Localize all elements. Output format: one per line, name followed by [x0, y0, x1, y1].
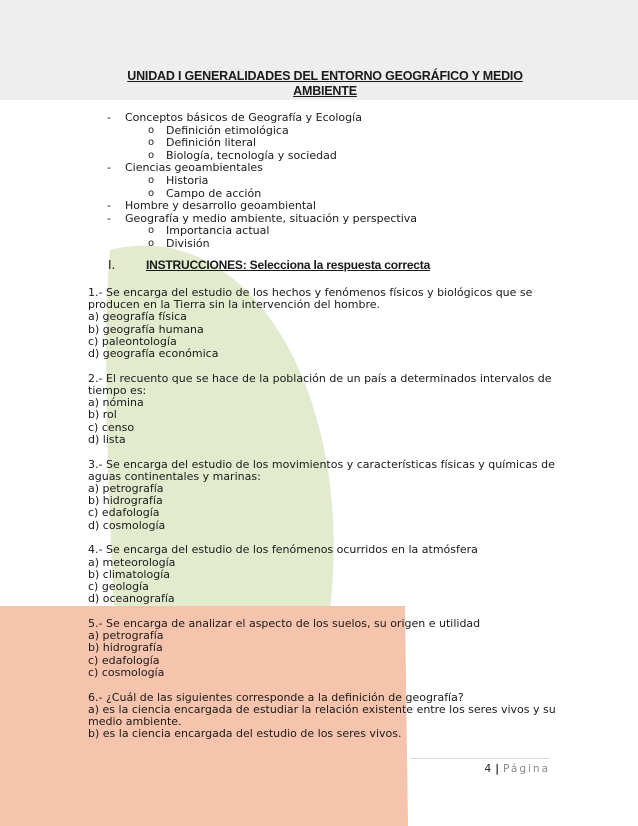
circle-bullet: o	[148, 225, 155, 237]
outline-item	[0, 238, 638, 251]
outline-item-text: Importancia actual	[166, 224, 270, 238]
outline-item-text: Definición etimológica	[166, 123, 289, 137]
instructions-text: INSTRUCCIONES: Selecciona la respuesta correcta	[146, 258, 431, 272]
answer-option: b) es la ciencia encargada del estudio de los seres vivos.	[88, 727, 402, 741]
answer-option: c) edafología	[88, 653, 160, 667]
answer-option: c) cosmología	[88, 665, 165, 679]
question-block	[88, 618, 558, 679]
question-text: 5.- Se encarga de analizar el aspecto de los suelos, su origen e utilidad	[88, 617, 481, 631]
outline-item	[0, 175, 638, 188]
circle-bullet: o	[148, 174, 155, 186]
answer-option: a) es la ciencia encargada de estudiar la relación existente entre los seres vivos y su medio ambiente.	[88, 702, 556, 729]
instructions-number: I.	[108, 258, 116, 272]
outline-item	[0, 125, 638, 138]
dash-bullet: -	[107, 161, 111, 175]
circle-bullet: o	[148, 237, 155, 249]
circle-bullet: o	[148, 149, 155, 161]
answer-option: c) edafología	[88, 506, 160, 520]
answer-option: d) oceanografía	[88, 592, 175, 606]
answer-option: a) petrografía	[88, 629, 164, 643]
outline-item-text: Biología, tecnología y sociedad	[166, 148, 337, 162]
outline-item-text: Definición literal	[166, 136, 257, 150]
circle-bullet: o	[148, 137, 155, 149]
answer-option: c) censo	[88, 420, 135, 434]
answer-option: c) paleontología	[88, 334, 177, 348]
circle-bullet: o	[148, 124, 155, 136]
unit-title-line1: UNIDAD I GENERALIDADES DEL ENTORNO GEOGRÁFICO Y MEDIO	[127, 69, 523, 83]
answer-option: a) nómina	[88, 396, 144, 410]
outline-item	[0, 112, 638, 125]
page-number: 4	[484, 763, 492, 775]
outline-item	[0, 213, 638, 226]
footer-separator: |	[495, 763, 500, 775]
answer-option: b) hidrografía	[88, 494, 163, 508]
question-block	[88, 287, 558, 360]
outline-item	[0, 200, 638, 213]
answer-option: a) petrografía	[88, 482, 164, 496]
unit-title	[100, 69, 550, 99]
question-text: 3.- Se encarga del estudio de los movimientos y características físicas y químicas de aguas continentales y marinas:	[88, 457, 555, 483]
outline-item	[0, 188, 638, 201]
circle-bullet: o	[148, 187, 155, 199]
question-block	[88, 692, 558, 741]
outline-item	[0, 162, 638, 175]
footer-divider	[410, 758, 550, 759]
outline-item-text: División	[166, 236, 210, 250]
answer-option: b) hidrografía	[88, 641, 163, 655]
outline-item-text: Geografía y medio ambiente, situación y perspectiva	[125, 211, 418, 225]
unit-title-line2: AMBIENTE	[293, 84, 357, 98]
page-footer	[485, 763, 551, 775]
outline-item	[0, 150, 638, 163]
outline-item-text: Hombre y desarrollo geoambiental	[125, 199, 316, 213]
page-word: Página	[503, 763, 550, 775]
topic-outline	[0, 112, 638, 251]
answer-option: b) geografía humana	[88, 322, 204, 336]
outline-item-text: Ciencias geoambientales	[125, 161, 263, 175]
instructions-heading	[0, 258, 638, 274]
answer-option: d) lista	[88, 432, 126, 446]
question-block	[88, 459, 558, 532]
outline-item	[0, 225, 638, 238]
question-text: 6.- ¿Cuál de las siguientes corresponde a la definición de geografía?	[88, 690, 464, 704]
question-block	[88, 544, 558, 605]
question-text: 4.- Se encarga del estudio de los fenómenos ocurridos en la atmósfera	[88, 543, 478, 557]
answer-option: c) geología	[88, 580, 149, 594]
question-list	[88, 287, 558, 753]
answer-option: d) cosmología	[88, 518, 166, 532]
dash-bullet: -	[107, 111, 111, 124]
outline-item-text: Conceptos básicos de Geografía y Ecología	[125, 111, 362, 124]
outline-item	[0, 137, 638, 150]
dash-bullet: -	[107, 199, 111, 213]
answer-option: a) geografía física	[88, 310, 187, 324]
answer-option: a) meteorología	[88, 555, 176, 569]
answer-option: b) climatología	[88, 567, 170, 581]
question-text: 2.- El recuento que se hace de la población de un país a determinados intervalos de tiempo es:	[88, 371, 552, 398]
outline-item-text: Historia	[166, 173, 209, 187]
answer-option: b) rol	[88, 408, 117, 422]
outline-item-text: Campo de acción	[166, 186, 262, 200]
dash-bullet: -	[107, 211, 111, 225]
question-block	[88, 373, 558, 446]
question-text: 1.- Se encarga del estudio de los hechos y fenómenos físicos y biológicos que se producen en la Tierra sin la intervención del hombre.	[88, 286, 533, 312]
answer-option: d) geografía económica	[88, 347, 219, 361]
